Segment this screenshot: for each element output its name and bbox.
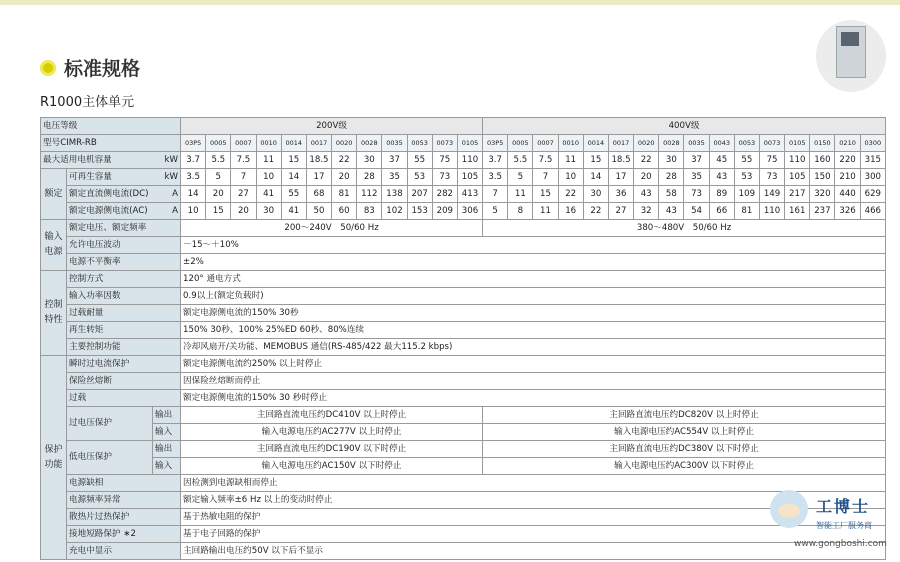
value-cell: 81 bbox=[332, 186, 357, 203]
model-code: 0017 bbox=[608, 135, 633, 152]
value-cell: 11 bbox=[533, 203, 558, 220]
model-code: 0014 bbox=[281, 135, 306, 152]
model-code: 0053 bbox=[407, 135, 432, 152]
value-cell: 112 bbox=[357, 186, 382, 203]
table-subtitle: R1000主体单元 bbox=[40, 95, 135, 110]
v400-header: 400V级 bbox=[483, 118, 886, 135]
value-cell: 320 bbox=[810, 186, 835, 203]
rated-label bbox=[67, 203, 181, 220]
value-cell: 413 bbox=[457, 186, 482, 203]
value-cell: 22 bbox=[558, 186, 583, 203]
sub-label: 输出 bbox=[153, 441, 181, 458]
value-cell: 58 bbox=[659, 186, 684, 203]
model-code: 0014 bbox=[583, 135, 608, 152]
table-row bbox=[41, 390, 886, 407]
model-code: 0150 bbox=[810, 135, 835, 152]
table-row bbox=[41, 203, 886, 220]
value-cell: 66 bbox=[709, 203, 734, 220]
value-cell: 55 bbox=[734, 152, 759, 169]
value-cell: 额定电源侧电流约250% 以上时停止 bbox=[181, 356, 886, 373]
row-label: 过载 bbox=[67, 390, 181, 407]
table-row bbox=[41, 135, 886, 152]
row-label: 低电压保护 bbox=[67, 441, 153, 475]
value-cell: 41 bbox=[281, 203, 306, 220]
model-label: 型号CIMR-RB bbox=[41, 135, 181, 152]
table-row bbox=[41, 407, 886, 424]
model-code: 0010 bbox=[256, 135, 281, 152]
value-cell: 0.9以上(额定负载时) bbox=[181, 288, 886, 305]
value-cell: 输入电源电压约AC554V 以上时停止 bbox=[483, 424, 886, 441]
value-cell: 150% 30秒、100% 25%ED 60秒、80%连续 bbox=[181, 322, 886, 339]
value-cell: 5 bbox=[508, 169, 533, 186]
model-code: 0020 bbox=[332, 135, 357, 152]
value-cell: 额定电源侧电流的150% 30秒 bbox=[181, 305, 886, 322]
row-label: 过载耐量 bbox=[67, 305, 181, 322]
value-cell: 7 bbox=[533, 169, 558, 186]
value-cell: 输入电源电压约AC150V 以下时停止 bbox=[181, 458, 483, 475]
page-title: 标准规格 bbox=[64, 58, 141, 80]
model-code: 0005 bbox=[508, 135, 533, 152]
value-cell: 18.5 bbox=[306, 152, 331, 169]
value-cell: 3.7 bbox=[483, 152, 508, 169]
value-cell: 220 bbox=[835, 152, 860, 169]
value-cell: 17 bbox=[608, 169, 633, 186]
watermark-logo bbox=[764, 482, 894, 554]
row-label: 电源频率异常 bbox=[67, 492, 181, 509]
value-cell: 15 bbox=[533, 186, 558, 203]
value-cell: 22 bbox=[634, 152, 659, 169]
motor-label bbox=[41, 152, 181, 169]
row-label: 保险丝熔断 bbox=[67, 373, 181, 390]
value-cell: 75 bbox=[432, 152, 457, 169]
row-label: 瞬时过电流保护 bbox=[67, 356, 181, 373]
value-cell: 207 bbox=[407, 186, 432, 203]
value-cell: 161 bbox=[785, 203, 810, 220]
value-cell: 68 bbox=[306, 186, 331, 203]
value-cell: 主回路直流电压约DC410V 以上时停止 bbox=[181, 407, 483, 424]
value-cell: 43 bbox=[709, 169, 734, 186]
model-code: 03P5 bbox=[483, 135, 508, 152]
value-cell: 输入电源电压约AC300V 以下时停止 bbox=[483, 458, 886, 475]
value-cell: 35 bbox=[684, 169, 709, 186]
unit: kW bbox=[164, 154, 179, 165]
value-cell: 83 bbox=[357, 203, 382, 220]
value-cell: 额定电源侧电流的150% 30 秒时停止 bbox=[181, 390, 886, 407]
value-cell: 32 bbox=[634, 203, 659, 220]
value-cell: 210 bbox=[835, 169, 860, 186]
value-cell: 306 bbox=[457, 203, 482, 220]
value-cell: 5.5 bbox=[508, 152, 533, 169]
value-cell: 102 bbox=[382, 203, 407, 220]
value-cell: 43 bbox=[659, 203, 684, 220]
row-label: 充电中显示 bbox=[67, 543, 181, 560]
rated-label bbox=[67, 186, 181, 203]
v200-header: 200V级 bbox=[181, 118, 483, 135]
value-cell: 16 bbox=[558, 203, 583, 220]
value-cell: 3.5 bbox=[181, 169, 206, 186]
row-label: 散热片过热保护 bbox=[67, 509, 181, 526]
value-cell: 440 bbox=[835, 186, 860, 203]
value-cell: 14 bbox=[181, 186, 206, 203]
sub-label: 输入 bbox=[153, 424, 181, 441]
value-cell: 7 bbox=[231, 169, 256, 186]
value-cell: 8 bbox=[508, 203, 533, 220]
value-cell: 41 bbox=[256, 186, 281, 203]
model-code: 0005 bbox=[206, 135, 231, 152]
value-cell: 160 bbox=[810, 152, 835, 169]
value-cell: 50 bbox=[306, 203, 331, 220]
spec-table bbox=[40, 117, 886, 560]
value-cell: 18.5 bbox=[608, 152, 633, 169]
value-cell: 466 bbox=[860, 203, 885, 220]
table-row bbox=[41, 441, 886, 458]
model-code: 0053 bbox=[734, 135, 759, 152]
value-cell: 10 bbox=[256, 169, 281, 186]
row-label: 额定电源侧电流(AC) bbox=[69, 205, 148, 216]
value-cell: 14 bbox=[281, 169, 306, 186]
model-code: 0028 bbox=[357, 135, 382, 152]
value-cell: 15 bbox=[583, 152, 608, 169]
model-code: 0043 bbox=[709, 135, 734, 152]
value-cell: 5 bbox=[206, 169, 231, 186]
value-cell: 75 bbox=[759, 152, 784, 169]
model-code: 0028 bbox=[659, 135, 684, 152]
value-cell: 105 bbox=[457, 169, 482, 186]
value-cell: 20 bbox=[634, 169, 659, 186]
control-group: 控制特性 bbox=[41, 271, 67, 356]
row-label: 控制方式 bbox=[67, 271, 181, 288]
value-cell: 11 bbox=[256, 152, 281, 169]
value-cell: 因保险丝熔断而停止 bbox=[181, 373, 886, 390]
value-cell: 额定输入频率±6 Hz 以上的变动时停止 bbox=[181, 492, 886, 509]
value-cell: 60 bbox=[332, 203, 357, 220]
value-cell: －15～＋10% bbox=[181, 237, 886, 254]
sub-label: 输入 bbox=[153, 458, 181, 475]
row-label: 电源不平衡率 bbox=[67, 254, 181, 271]
value-cell: 149 bbox=[759, 186, 784, 203]
value-cell: 282 bbox=[432, 186, 457, 203]
value-cell: 28 bbox=[659, 169, 684, 186]
value-cell: 28 bbox=[357, 169, 382, 186]
value-cell: 30 bbox=[357, 152, 382, 169]
value-cell: 300 bbox=[860, 169, 885, 186]
value-cell: 主回路直流电压约DC820V 以上时停止 bbox=[483, 407, 886, 424]
product-image bbox=[836, 26, 866, 78]
model-code: 0020 bbox=[634, 135, 659, 152]
value-cell: 17 bbox=[306, 169, 331, 186]
value-cell: 109 bbox=[734, 186, 759, 203]
value-cell: 30 bbox=[659, 152, 684, 169]
value-cell: 5.5 bbox=[206, 152, 231, 169]
bullet-icon bbox=[40, 60, 56, 76]
value-cell: 10 bbox=[558, 169, 583, 186]
row-label: 主要控制功能 bbox=[67, 339, 181, 356]
value-cell: 209 bbox=[432, 203, 457, 220]
value-cell: 输入电源电压约AC277V 以上时停止 bbox=[181, 424, 483, 441]
table-row bbox=[41, 152, 886, 169]
value-cell: 120° 通电方式 bbox=[181, 271, 886, 288]
table-row bbox=[41, 339, 886, 356]
value-cell: 35 bbox=[382, 169, 407, 186]
table-row bbox=[41, 254, 886, 271]
value-cell: 14 bbox=[583, 169, 608, 186]
value-cell: 冷却风扇开/关功能、MEMOBUS 通信(RS-485/422 最大115.2 kbps) bbox=[181, 339, 886, 356]
protect-group: 保护功能 bbox=[41, 356, 67, 560]
value-cell: 30 bbox=[256, 203, 281, 220]
value-cell: 53 bbox=[734, 169, 759, 186]
model-code: 0007 bbox=[533, 135, 558, 152]
motor-label-text: 最大适用电机容量 bbox=[43, 154, 112, 165]
logo-url: www.gongboshi.com bbox=[794, 539, 887, 549]
value-cell: 11 bbox=[558, 152, 583, 169]
table-row bbox=[41, 169, 886, 186]
unit: kW bbox=[164, 171, 179, 182]
value-cell: 22 bbox=[332, 152, 357, 169]
table-row bbox=[41, 492, 886, 509]
value-cell: 主回路输出电压约50V 以下后不显示 bbox=[181, 543, 886, 560]
top-decor-bar bbox=[0, 0, 900, 5]
model-code: 0105 bbox=[457, 135, 482, 152]
value-cell: 因检测到电源缺相而停止 bbox=[181, 475, 886, 492]
value-cell: 7 bbox=[483, 186, 508, 203]
value-cell: 37 bbox=[382, 152, 407, 169]
table-row bbox=[41, 526, 886, 543]
logo-tagline: 智能工厂服务商 bbox=[816, 521, 872, 530]
row-label: 可再生容量 bbox=[69, 171, 112, 182]
table-row bbox=[41, 322, 886, 339]
value-cell: 37 bbox=[684, 152, 709, 169]
row-label: 再生转矩 bbox=[67, 322, 181, 339]
logo-title: 工博士 bbox=[816, 497, 871, 516]
sub-label: 输出 bbox=[153, 407, 181, 424]
table-row bbox=[41, 458, 886, 475]
input-group: 输入电源 bbox=[41, 220, 67, 271]
row-label: 输入功率因数 bbox=[67, 288, 181, 305]
value-cell: 20 bbox=[231, 203, 256, 220]
value-cell: 110 bbox=[457, 152, 482, 169]
mascot-icon bbox=[770, 490, 808, 528]
table-row bbox=[41, 305, 886, 322]
value-cell: 45 bbox=[709, 152, 734, 169]
value-cell: 3.7 bbox=[181, 152, 206, 169]
model-code: 0210 bbox=[835, 135, 860, 152]
value-cell: 73 bbox=[432, 169, 457, 186]
model-code: 0105 bbox=[785, 135, 810, 152]
value-cell: ±2% bbox=[181, 254, 886, 271]
model-code: 0017 bbox=[306, 135, 331, 152]
model-code: 0010 bbox=[558, 135, 583, 152]
value-cell: 54 bbox=[684, 203, 709, 220]
rated-label bbox=[67, 169, 181, 186]
model-code: 0035 bbox=[382, 135, 407, 152]
row-label: 额定电压、额定频率 bbox=[67, 220, 181, 237]
table-row bbox=[41, 118, 886, 135]
value-cell: 217 bbox=[785, 186, 810, 203]
table-row bbox=[41, 424, 886, 441]
value-cell: 89 bbox=[709, 186, 734, 203]
value-cell: 27 bbox=[608, 203, 633, 220]
value-cell: 110 bbox=[759, 203, 784, 220]
table-row bbox=[41, 288, 886, 305]
table-row bbox=[41, 475, 886, 492]
value-cell: 15 bbox=[281, 152, 306, 169]
table-row bbox=[41, 543, 886, 560]
value-cell: 105 bbox=[785, 169, 810, 186]
section-heading bbox=[40, 54, 140, 81]
table-row bbox=[41, 271, 886, 288]
rated-group: 额定 bbox=[41, 169, 67, 220]
unit: A bbox=[172, 188, 179, 199]
value-cell: 81 bbox=[734, 203, 759, 220]
value-cell: 30 bbox=[583, 186, 608, 203]
model-code: 0073 bbox=[759, 135, 784, 152]
table-row bbox=[41, 186, 886, 203]
value-cell: 326 bbox=[835, 203, 860, 220]
model-code: 0300 bbox=[860, 135, 885, 152]
value-cell: 3.5 bbox=[483, 169, 508, 186]
value-cell: 315 bbox=[860, 152, 885, 169]
value-cell: 20 bbox=[206, 186, 231, 203]
value-cell: 36 bbox=[608, 186, 633, 203]
value-cell: 153 bbox=[407, 203, 432, 220]
value-cell: 55 bbox=[281, 186, 306, 203]
value-cell: 150 bbox=[810, 169, 835, 186]
value-cell: 27 bbox=[231, 186, 256, 203]
value-cell: 20 bbox=[332, 169, 357, 186]
value-cell: 22 bbox=[583, 203, 608, 220]
value-cell: 基于电子回路的保护 bbox=[181, 526, 886, 543]
value-cell: 43 bbox=[634, 186, 659, 203]
value-cell: 73 bbox=[684, 186, 709, 203]
value-cell: 380～480V 50/60 Hz bbox=[483, 220, 886, 237]
value-cell: 53 bbox=[407, 169, 432, 186]
value-cell: 5 bbox=[483, 203, 508, 220]
unit: A bbox=[172, 205, 179, 216]
value-cell: 110 bbox=[785, 152, 810, 169]
voltage-class-label: 电压等级 bbox=[41, 118, 181, 135]
model-code: 0007 bbox=[231, 135, 256, 152]
model-code: 0073 bbox=[432, 135, 457, 152]
value-cell: 55 bbox=[407, 152, 432, 169]
value-cell: 73 bbox=[759, 169, 784, 186]
row-label: 过电压保护 bbox=[67, 407, 153, 441]
value-cell: 200～240V 50/60 Hz bbox=[181, 220, 483, 237]
row-label: 允许电压波动 bbox=[67, 237, 181, 254]
table-row bbox=[41, 356, 886, 373]
value-cell: 629 bbox=[860, 186, 885, 203]
table-row bbox=[41, 237, 886, 254]
row-label: 接地短路保护 ∗2 bbox=[67, 526, 181, 543]
row-label: 电源缺相 bbox=[67, 475, 181, 492]
table-row bbox=[41, 509, 886, 526]
value-cell: 10 bbox=[181, 203, 206, 220]
value-cell: 基于热敏电阻的保护 bbox=[181, 509, 886, 526]
model-code: 0035 bbox=[684, 135, 709, 152]
table-row bbox=[41, 373, 886, 390]
value-cell: 11 bbox=[508, 186, 533, 203]
model-code: 03P5 bbox=[181, 135, 206, 152]
value-cell: 237 bbox=[810, 203, 835, 220]
table-row bbox=[41, 220, 886, 237]
value-cell: 7.5 bbox=[231, 152, 256, 169]
row-label: 额定直流侧电流(DC) bbox=[69, 188, 149, 199]
value-cell: 138 bbox=[382, 186, 407, 203]
value-cell: 15 bbox=[206, 203, 231, 220]
value-cell: 主回路直流电压约DC190V 以下时停止 bbox=[181, 441, 483, 458]
value-cell: 7.5 bbox=[533, 152, 558, 169]
value-cell: 主回路直流电压约DC380V 以下时停止 bbox=[483, 441, 886, 458]
